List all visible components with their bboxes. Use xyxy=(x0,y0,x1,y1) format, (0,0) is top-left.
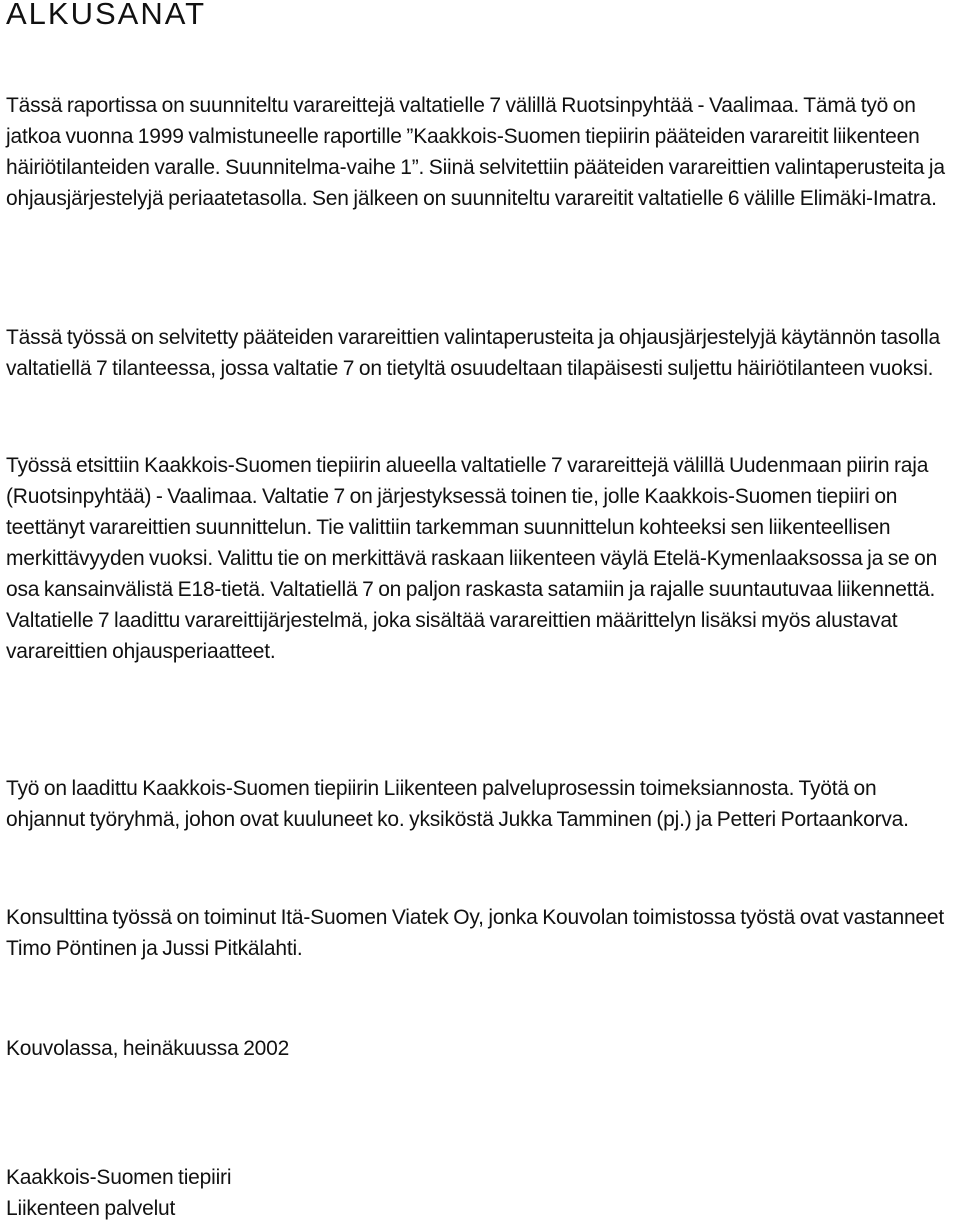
paragraph-steering-group: Työ on laadittu Kaakkois-Suomen tiepiirin Liikenteen palveluprosessin toimeksiannosta. Työtä on ohjannut työryhmä, johon ovat kuuluneet ko. yksiköstä Jukka Tamminen (pj.) ja Petteri Portaankorva. xyxy=(6,777,909,831)
page-title: ALKUSANAT xyxy=(6,0,207,31)
paragraph-consultant: Konsulttina työssä on toiminut Itä-Suomen Viatek Oy, jonka Kouvolan toimistossa työstä ovat vastanneet Timo Pöntinen ja Jussi Pitkälahti. xyxy=(6,906,945,960)
signature-block xyxy=(6,1162,954,1224)
paragraph-scope: Tässä työssä on selvitetty pääteiden varareittien valintaperusteita ja ohjausjärjestelyjä käytännön tasolla valtatiellä 7 tilanteessa, jossa valtatie 7 on tietyltä osuudeltaan tilapäisesti suljettu häiriötilanteen vuoksi. xyxy=(6,326,940,380)
paragraph-route-selection: Työssä etsittiin Kaakkois-Suomen tiepiirin alueella valtatielle 7 varareittejä välillä Uudenmaan piirin raja (Ruotsinpyhtää) - Vaalimaa. Valtatie 7 on järjestyksessä toinen tie, jolle Kaakkois-Suomen tiepiiri on teettänyt varareittien suunnittelun. Tie valittiin tarkemman suunnittelun kohteeksi sen liikenteellisen merkittävyyden vuoksi. Valittu tie on merkittävä raskaan liikenteen väylä Etelä-Kymenlaaksossa ja se on osa kansainvälistä E18-tietä. Valtatiellä 7 on paljon raskasta satamiin ja rajalle suuntautuvaa liikennettä. Valtatielle 7 laadittu varareittijärjestelmä, joka sisältää varareittien määrittelyn lisäksi myös alustavat varareittien ohjausperiaatteet. xyxy=(6,454,938,663)
signature-unit: Liikenteen palvelut xyxy=(6,1197,176,1220)
signature-organization: Kaakkois-Suomen tiepiiri xyxy=(6,1166,232,1189)
paragraph-background: Tässä raportissa on suunniteltu varareittejä valtatielle 7 välillä Ruotsinpyhtää - Vaalimaa. Tämä työ on jatkoa vuonna 1999 valmistuneelle raportille ”Kaakkois-Suomen tiepiirin pääteiden varareitit liikenteen häiriötilanteiden varalle. Suunnitelma-vaihe 1”. Siinä selvitettiin pääteiden varareittien valintaperusteita ja ohjausjärjestelyjä periaatetasolla. Sen jälkeen on suunniteltu varareitit valtatielle 6 välille Elimäki-Imatra. xyxy=(6,94,945,210)
place-date: Kouvolassa, heinäkuussa 2002 xyxy=(6,1037,290,1060)
